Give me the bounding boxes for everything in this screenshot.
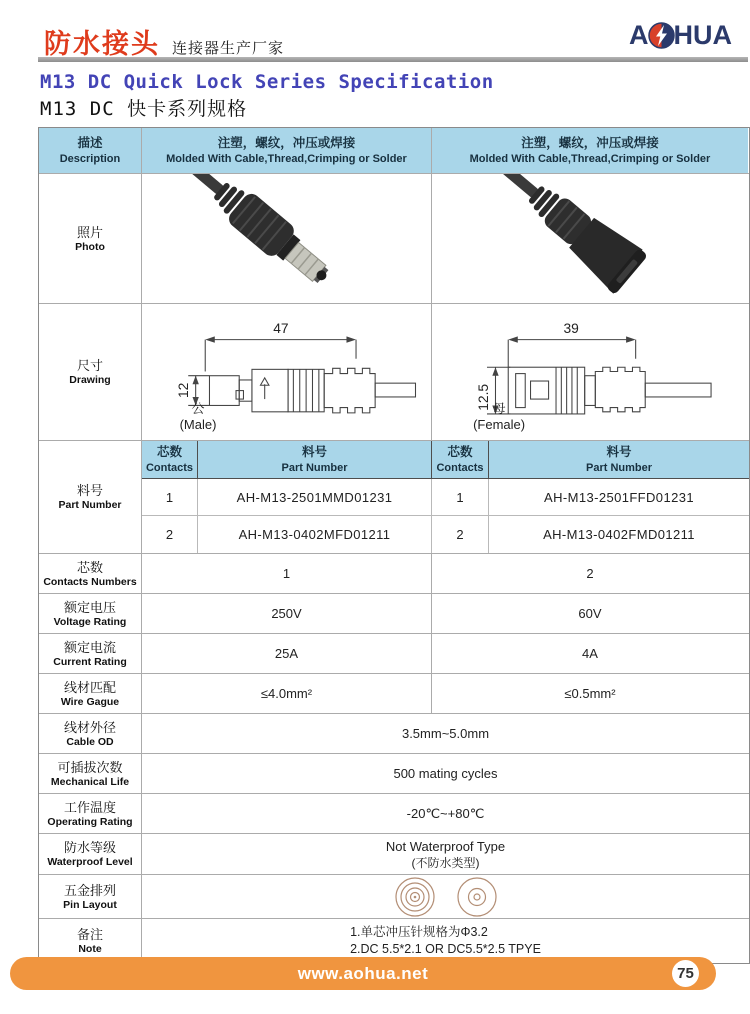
voltage-rating-female: 60V	[578, 606, 602, 621]
waterproof-level-value	[142, 834, 749, 874]
website-url: www.aohua.net	[297, 964, 429, 983]
female-contacts-header-en: Contacts	[436, 462, 484, 474]
logo-letter-hua: HUA	[673, 20, 732, 50]
wire-gauge-male: ≤4.0mm²	[142, 674, 432, 713]
drawing-label-cn: 尺寸	[76, 358, 103, 373]
waterproof-level-label-en: Waterproof Level	[47, 856, 133, 868]
pn-row2-female-pn: AH-M13-0402FMD01211	[543, 527, 695, 542]
contacts-numbers-label	[39, 554, 142, 593]
mechanical-life-value: 500 mating cycles	[393, 766, 498, 781]
photo-label-cn: 照片	[76, 224, 103, 240]
waterproof-level-label-cn: 防水等级	[63, 840, 116, 855]
mechanical-life-label-cn: 可插拔次数	[57, 759, 123, 775]
voltage-rating-label-cn: 额定电压	[63, 599, 116, 615]
current-rating-label-en: Current Rating	[53, 655, 127, 668]
description-male-en: Molded With Cable,Thread,Crimping or Solder	[166, 153, 407, 165]
note-line2: 2.DC 5.5*2.1 OR DC5.5*2.5 TPYE	[350, 942, 541, 956]
pin-layout-label-cn: 五金排列	[63, 882, 116, 898]
female-gender-cn: 母	[492, 401, 506, 416]
aohua-logo	[629, 20, 732, 51]
page-title-cn: M13 DC 快卡系列规格	[40, 98, 248, 120]
part-number-row	[39, 441, 749, 554]
description-row	[39, 128, 749, 174]
pn-row2-male-pn: AH-M13-0402MFD01211	[198, 516, 432, 553]
pn-row2-female-contacts: 2	[432, 516, 489, 553]
pn-row1-female-pn: AH-M13-2501FFD01231	[489, 479, 749, 516]
male-contacts-header-en: Contacts	[145, 462, 194, 474]
pn-row1-female-contacts: 1	[432, 479, 489, 516]
male-contacts-header-cn: 芯数	[156, 445, 182, 459]
aohua-logo-icon	[648, 22, 675, 49]
photo-label	[39, 174, 142, 303]
wire-gauge-label-en: Wire Gague	[60, 695, 120, 708]
male-pn-header-en: Part Number	[281, 462, 348, 474]
page-title-en: M13 DC Quick Lock Series Specification	[40, 71, 494, 93]
description-female	[432, 128, 748, 173]
contacts-numbers-row	[39, 554, 749, 594]
logo-letter-a: A	[629, 20, 649, 50]
female-drawing	[432, 304, 748, 440]
waterproof-level-label	[39, 834, 142, 874]
male-gender-cn: 公	[191, 401, 205, 416]
wire-gauge-label-cn: 线材匹配	[63, 679, 116, 695]
female-pn-header-en: Part Number	[585, 462, 653, 474]
female-pn-header	[489, 441, 749, 479]
cable-od-label-en: Cable OD	[66, 735, 114, 748]
note-label-en: Note	[78, 943, 102, 955]
header	[0, 0, 750, 57]
brand	[44, 22, 284, 61]
pin-layout-male-diagram	[394, 876, 436, 918]
description-male	[142, 128, 432, 173]
male-contacts-header	[142, 441, 198, 479]
voltage-rating-label	[39, 594, 142, 633]
male-drawing	[142, 304, 432, 440]
wire-gauge-label	[39, 674, 142, 713]
operating-rating-label-cn: 工作温度	[63, 799, 116, 815]
contacts-numbers-male: 1	[142, 554, 432, 593]
operating-rating-label-en: Operating Rating	[47, 815, 133, 828]
part-number-label-en: Part Number	[58, 499, 122, 511]
pin-layout-female-diagram	[456, 876, 498, 918]
male-pn-header-cn: 料号	[301, 445, 327, 459]
male-pn-header	[198, 441, 432, 479]
spec-table	[38, 127, 750, 964]
brand-title: 防水接头	[44, 29, 160, 59]
female-connector-photo	[432, 174, 748, 303]
description-male-cn: 注塑，螺纹，冲压或焊接	[217, 136, 356, 150]
waterproof-level-row	[39, 834, 749, 875]
current-rating-male: 25A	[142, 634, 432, 673]
description-female-en: Molded With Cable,Thread,Crimping or Solder	[469, 153, 711, 165]
cable-od-label	[39, 714, 142, 753]
brand-subtitle: 连接器生产厂家	[172, 41, 285, 57]
part-number-label-cn: 料号	[76, 483, 103, 498]
drawing-label	[39, 304, 142, 440]
note-label-cn: 备注	[76, 927, 103, 942]
male-gender-en: (Male)	[179, 417, 217, 432]
part-number-subtable	[142, 441, 749, 553]
female-gender-en: (Female)	[473, 417, 526, 432]
female-length-dim: 39	[563, 321, 579, 337]
current-rating-row	[39, 634, 749, 674]
female-pn-header-cn: 料号	[606, 445, 632, 459]
current-rating-female: 4A	[582, 646, 598, 661]
female-contacts-header-cn: 芯数	[447, 445, 473, 459]
female-height-dim: 12.5	[476, 383, 492, 411]
female-plug-image	[432, 174, 748, 303]
photo-row	[39, 174, 749, 304]
female-gender-label	[473, 401, 525, 433]
contacts-numbers-label-cn: 芯数	[76, 559, 103, 575]
pn-row1-male-contacts: 1	[142, 479, 198, 516]
operating-rating-label	[39, 794, 142, 833]
voltage-rating-label-en: Voltage Rating	[53, 615, 127, 628]
wire-gauge-row	[39, 674, 749, 714]
note-line1: 1.单芯冲压针规格为Φ3.2	[350, 925, 488, 939]
female-contacts-header	[432, 441, 489, 479]
pin-layout-label-en: Pin Layout	[63, 898, 117, 911]
male-height-dim: 12	[175, 382, 191, 399]
page-number-badge: 75	[672, 960, 699, 987]
footer-bar	[10, 957, 716, 990]
pin-layout-row	[39, 875, 749, 919]
drawing-row	[39, 304, 749, 441]
wire-gauge-female: ≤0.5mm²	[564, 686, 616, 701]
mechanical-life-label-en: Mechanical Life	[50, 775, 130, 788]
male-plug-image	[142, 174, 432, 303]
contacts-numbers-female: 2	[586, 566, 594, 581]
contacts-numbers-label-en: Contacts Numbers	[43, 575, 137, 588]
cable-od-row	[39, 714, 749, 754]
description-label	[39, 128, 142, 173]
photo-label-en: Photo	[75, 240, 105, 253]
cable-od-value: 3.5mm~5.0mm	[401, 726, 490, 741]
waterproof-line2: (不防水类型)	[411, 855, 480, 870]
male-connector-photo	[142, 174, 432, 303]
waterproof-line1: Not Waterproof Type	[385, 838, 506, 854]
operating-rating-row	[39, 794, 749, 834]
current-rating-label-cn: 额定电流	[63, 639, 116, 655]
part-number-label	[39, 441, 142, 553]
mechanical-life-row	[39, 754, 749, 794]
pin-layout-diagrams	[142, 875, 749, 918]
operating-rating-value: -20℃~+80℃	[406, 805, 485, 821]
pn-row1-male-pn: AH-M13-2501MMD01231	[198, 479, 432, 516]
male-gender-label	[180, 401, 217, 433]
voltage-rating-male: 250V	[142, 594, 432, 633]
voltage-rating-row	[39, 594, 749, 634]
description-label-en: Description	[59, 153, 121, 165]
description-female-cn: 注塑，螺纹，冲压或焊接	[521, 136, 659, 150]
mechanical-life-label	[39, 754, 142, 793]
cable-od-label-cn: 线材外径	[63, 719, 116, 735]
current-rating-label	[39, 634, 142, 673]
drawing-label-en: Drawing	[69, 374, 111, 386]
description-label-cn: 描述	[77, 136, 103, 150]
male-length-dim: 47	[272, 321, 289, 337]
pin-layout-label	[39, 875, 142, 918]
pn-row2-male-contacts: 2	[142, 516, 198, 553]
